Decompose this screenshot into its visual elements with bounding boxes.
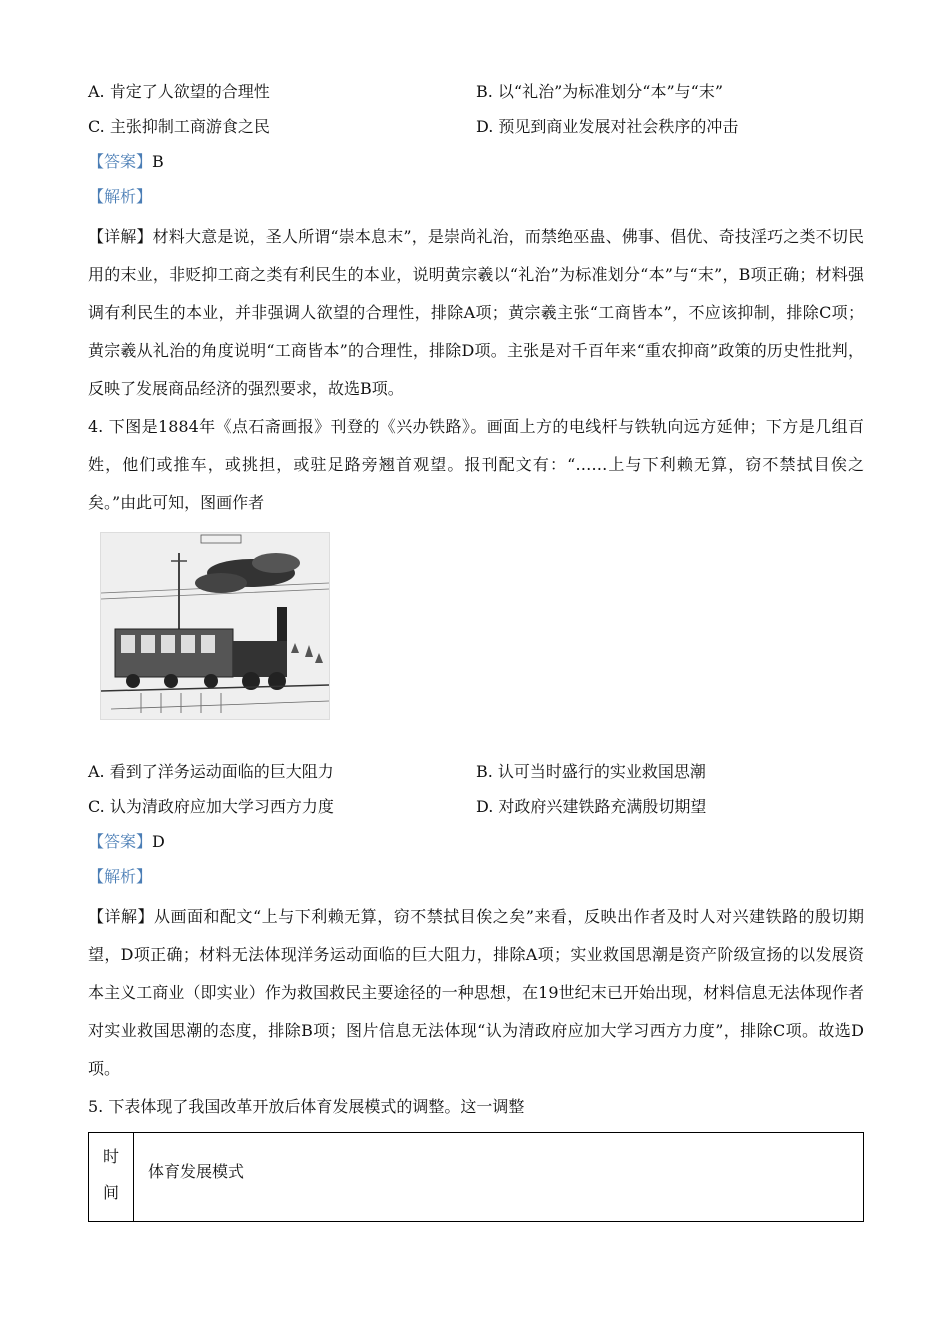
answer-value: B [152,152,164,171]
q4-option-c: C. 认为清政府应加大学习西方力度 [88,797,334,816]
railway-illustration [100,532,330,720]
q3-detail [88,218,864,408]
q3-option-d: D. 预见到商业发展对社会秩序的冲击 [476,117,739,136]
table-header-time: 时 间 [89,1133,134,1222]
answer-tag: 【答案】 [88,832,153,851]
analysis-tag: 【解析】 [88,187,153,206]
q3-option-b: B. 以“礼治”为标准划分“本”与“末” [476,82,724,101]
q4-option-b: B. 认可当时盛行的实业救国思潮 [476,762,706,781]
q3-options [88,78,864,148]
q3-option-c: C. 主张抑制工商游食之民 [88,117,270,136]
q4-answer [88,828,864,863]
q5-question: 5. 下表体现了我国改革开放后体育发展模式的调整。这一调整 [88,1097,525,1116]
q3-analysis-heading [88,183,864,218]
q3-option-a: A. 肯定了人欲望的合理性 [88,82,270,101]
answer-value: D [152,832,165,851]
q4-option-d: D. 对政府兴建铁路充满殷切期望 [476,797,707,816]
table-header-row [89,1133,864,1222]
table-header-model: 体育发展模式 [134,1133,864,1222]
detail-tag: 【详解】 [88,907,155,926]
q4-option-a: A. 看到了洋务运动面临的巨大阻力 [88,762,334,781]
q4-detail [88,898,864,1088]
answer-tag: 【答案】 [88,152,153,171]
sports-model-table [88,1132,864,1222]
detail-text: 材料大意是说，圣人所谓“崇本息末”，是崇尚礼治，而禁绝巫蛊、佛事、倡优、奇技淫巧之类不切民用的末业，非贬抑工商之类有利民生的本业，说明黄宗羲以“礼治”为标准划分“本”与“末”，B项正确；材料强调有利民生的本业，并非强调人欲望的合理性，排除A项；黄宗羲主张“工商皆本”，不应该抑制，排除C项；黄宗羲从礼治的角度说明“工商皆本”的合理性，排除D项。主张是对千百年来“重农抑商”政策的历史性批判，反映了发展商品经济的强烈要求，故选B项。 [88,227,864,398]
train-engraving-image [101,533,329,719]
q4-options [88,758,864,828]
detail-tag: 【详解】 [88,227,153,246]
analysis-tag: 【解析】 [88,867,153,886]
document-page [88,78,864,1222]
q4-question: 4. 下图是1884年《点石斋画报》刊登的《兴办铁路》。画面上方的电线杆与铁轨向远方延伸；下方是几组百姓，他们或推车，或挑担，或驻足路旁翘首观望。报刊配文有：“……上与下利赖无算，窃不禁拭目俟之矣。”由此可知，图画作者 [88,417,864,512]
q4-analysis-heading [88,863,864,898]
q3-answer [88,148,864,183]
detail-text: 从画面和配文“上与下利赖无算，窃不禁拭目俟之矣”来看，反映出作者及时人对兴建铁路的殷切期望，D项正确；材料无法体现洋务运动面临的巨大阻力，排除A项；实业救国思潮是资产阶级宣扬的以发展资本主义工商业（即实业）作为救国救民主要途径的一种思想，在19世纪末已开始出现，材料信息无法体现作者对实业救国思潮的态度，排除B项；图片信息无法体现“认为清政府应加大学习西方力度”，排除C项。故选D项。 [88,907,864,1078]
